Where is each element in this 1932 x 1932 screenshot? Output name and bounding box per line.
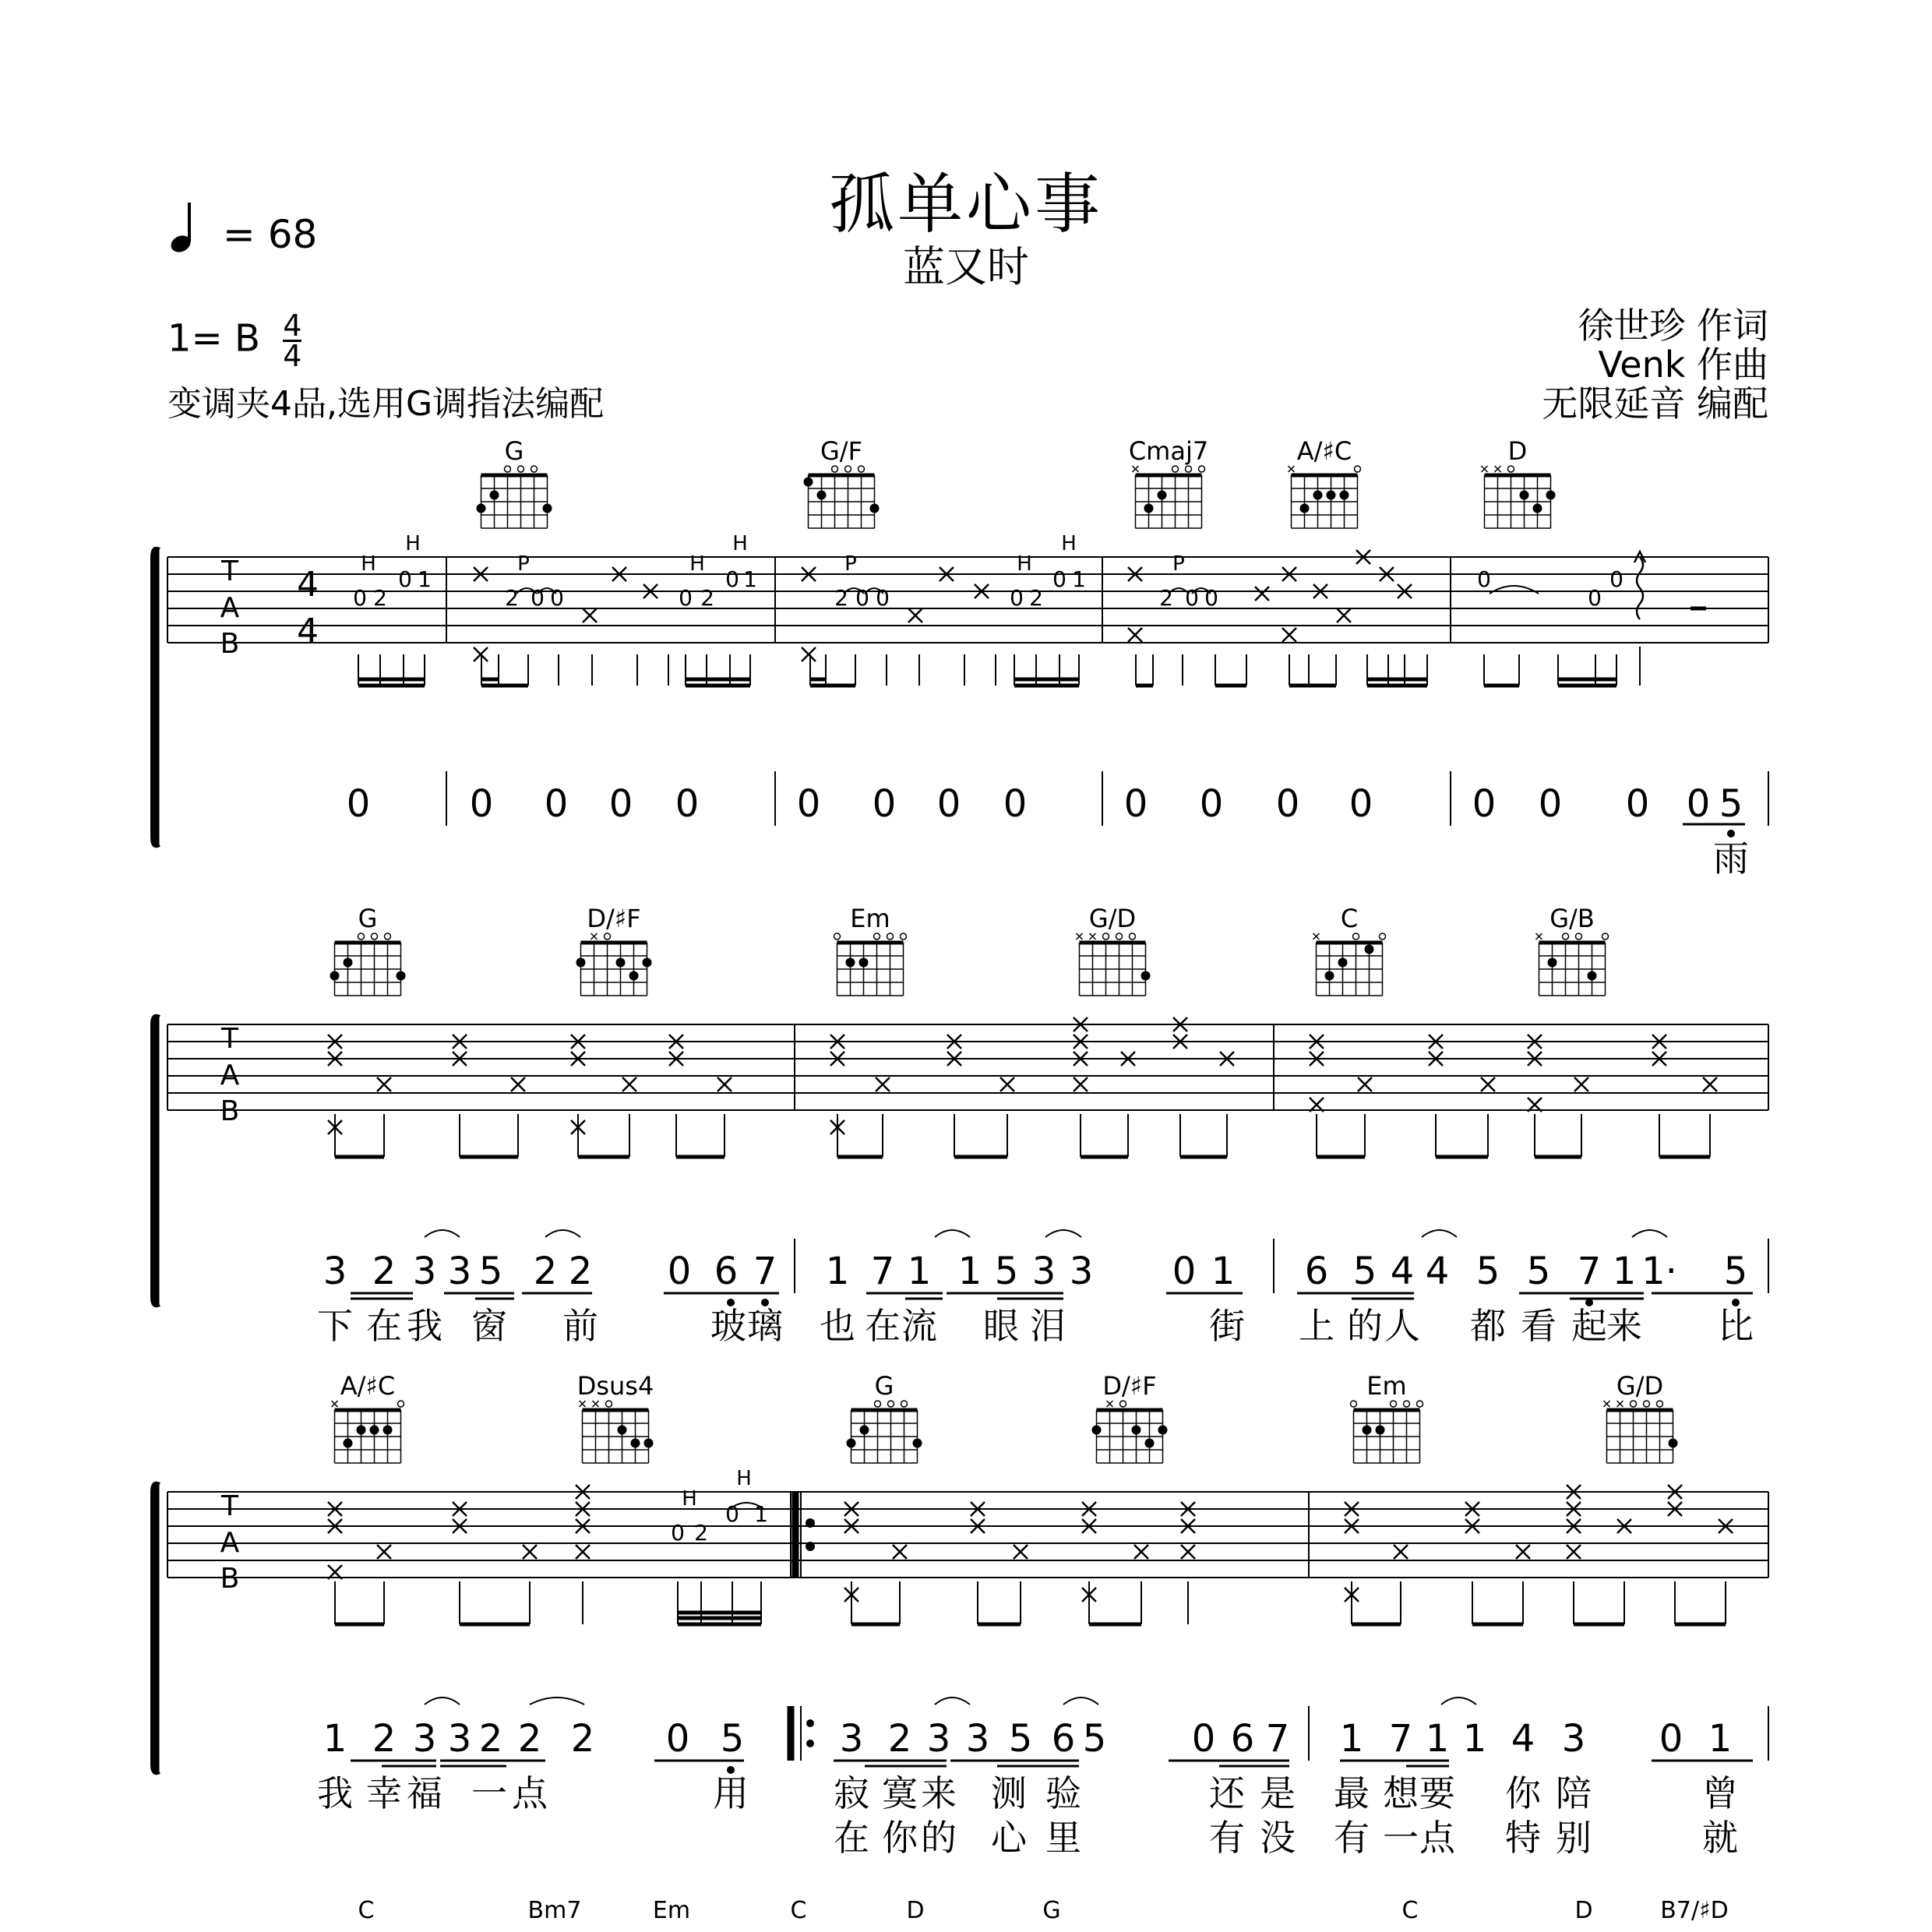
jianpu-note: 1: [323, 1717, 347, 1761]
jianpu-note: 0: [608, 782, 633, 826]
hammer-on-mark: H: [736, 1467, 752, 1490]
tab-number: 0: [1609, 566, 1624, 592]
chord-name: Bm7: [527, 1897, 582, 1924]
tab-number: 0: [1588, 585, 1602, 611]
lyric-char: 我: [407, 1305, 442, 1347]
tab-number: 2: [694, 1520, 708, 1546]
lyric-char: 我: [317, 1772, 353, 1814]
lyric-char: 点: [1419, 1817, 1455, 1859]
lyric-char: 比: [1718, 1305, 1754, 1347]
pull-off-mark: P: [517, 552, 530, 576]
dead-note-x: [1000, 1077, 1014, 1091]
chord-diagram: [1351, 1371, 1423, 1463]
tab-number: 1: [418, 566, 432, 592]
jianpu-note: 3: [1031, 1250, 1056, 1293]
tab-letter-b: B: [220, 628, 240, 660]
jianpu-note: 0: [1686, 782, 1711, 826]
tab-number: 0: [1204, 585, 1218, 611]
jianpu-note: 0: [1659, 1717, 1683, 1761]
jianpu-note: 0: [1003, 782, 1028, 826]
tab-number: 0: [876, 585, 890, 611]
chord-name: G: [358, 904, 378, 933]
chord-name: Em: [850, 904, 890, 933]
system-3: [152, 1467, 1768, 1859]
tab-letter-t: T: [221, 555, 238, 587]
jianpu-note: 0: [1123, 782, 1148, 826]
jianpu-note: 5: [478, 1250, 503, 1293]
jianpu-note: 1: [957, 1250, 982, 1293]
chord-diagram: [1482, 436, 1556, 528]
lyric-char: 璃: [747, 1305, 783, 1347]
system-1: [152, 532, 1768, 880]
song-artist: 蓝又时: [903, 242, 1029, 291]
jianpu-note: 3: [926, 1717, 951, 1761]
tab-number: 0: [1185, 585, 1199, 611]
lyric-char: 最: [1334, 1772, 1370, 1814]
jianpu-note: 0: [1538, 782, 1563, 826]
tab-number: 2: [505, 585, 519, 611]
dead-note-x: [1703, 1077, 1717, 1091]
tab-letter-t: T: [221, 1023, 238, 1055]
lyric-char: 下: [317, 1305, 353, 1347]
lyric-char: 一: [471, 1772, 507, 1814]
jianpu-note: 1: [1462, 1717, 1487, 1761]
chord-name: Dsus4: [576, 1371, 654, 1401]
chord-diagram: [577, 1371, 654, 1463]
dead-note-x: [511, 1077, 525, 1091]
chord-diagram: [1129, 436, 1208, 528]
tab-number: 0: [725, 566, 739, 592]
tab-number: 0: [1010, 585, 1024, 611]
lyric-char: 寞: [882, 1772, 918, 1814]
jianpu-note: 2: [478, 1717, 503, 1761]
jianpu-note: 7: [1388, 1717, 1413, 1761]
jianpu-note: 3: [1561, 1717, 1586, 1761]
chord-name: G/D: [1616, 1371, 1664, 1401]
tab-number: 2: [1159, 585, 1173, 611]
dead-note-x: [1282, 628, 1296, 642]
lyric-char: 前: [562, 1305, 598, 1347]
chord-diagram: [804, 436, 880, 528]
tab-letter-a: A: [220, 1059, 240, 1091]
hammer-on-mark: H: [361, 552, 376, 576]
jianpu-note: 4: [1390, 1250, 1415, 1293]
lyric-char: 玻: [710, 1305, 746, 1347]
chord-name: G/F: [820, 436, 862, 466]
lyric-char: 你: [882, 1817, 918, 1859]
jianpu-note: 3: [965, 1717, 990, 1761]
dead-note-x: [1255, 587, 1269, 601]
dead-note-x: [1481, 1077, 1495, 1091]
chord-name: Em: [652, 1897, 691, 1924]
hammer-on-mark: H: [689, 552, 705, 576]
tab-number: 2: [834, 585, 848, 611]
tab-number: 1: [754, 1501, 768, 1527]
jianpu-note: 2: [517, 1717, 542, 1761]
tab-letter-a: A: [220, 592, 240, 624]
dead-note-x: [523, 1545, 537, 1559]
jianpu-note: 3: [412, 1717, 437, 1761]
jianpu-note: 1: [1708, 1717, 1733, 1761]
jianpu-note: 1: [1425, 1717, 1450, 1761]
dead-note-x: [1516, 1545, 1530, 1559]
lyric-char: 用: [713, 1772, 749, 1814]
chord-name: B7/♯D: [1660, 1897, 1729, 1924]
lyric-char: 福: [407, 1772, 442, 1814]
jianpu-note: 1: [1612, 1250, 1637, 1293]
dead-note-x: [377, 1545, 391, 1559]
jianpu-note: 2: [570, 1717, 595, 1761]
jianpu-note: 0: [1191, 1717, 1216, 1761]
chord-diagram: [834, 904, 907, 996]
jianpu-note: 2: [568, 1250, 593, 1293]
arranger-credit: 无限延音 编配: [1542, 383, 1768, 425]
tab-number: 0: [1477, 566, 1491, 592]
lyric-char: 在: [366, 1305, 402, 1347]
jianpu-note: 3: [412, 1250, 437, 1293]
chord-name: C: [1401, 1897, 1419, 1924]
jianpu-note: 2: [533, 1250, 558, 1293]
lyric-char: 人: [1384, 1305, 1420, 1347]
tab-time-num: 4: [297, 565, 319, 605]
dead-note-x: [893, 1545, 907, 1559]
chord-diagram: [477, 436, 552, 528]
lyric-char: 来: [921, 1772, 957, 1814]
lyric-char: 的: [1347, 1305, 1383, 1347]
lyric-char: 在: [834, 1817, 869, 1859]
lyric-char: 一: [1383, 1817, 1419, 1859]
dead-note-x: [1574, 1077, 1588, 1091]
jianpu-note: 0: [675, 782, 700, 826]
jianpu-note: 7: [753, 1250, 777, 1293]
jianpu-note: 5: [1719, 782, 1743, 826]
dead-note-x: [1181, 1545, 1195, 1559]
dead-note-x: [908, 608, 922, 622]
jianpu-note: 0: [346, 782, 371, 826]
lyric-char: 的: [921, 1817, 957, 1859]
dead-note-x: [1337, 608, 1351, 622]
dead-note-x: [1074, 1077, 1088, 1091]
dead-note-x: [583, 608, 597, 622]
lyric-char: 验: [1045, 1772, 1081, 1814]
tempo-value: = 68: [222, 212, 318, 257]
jianpu-note: 7: [1265, 1717, 1290, 1761]
lyric-char: 别: [1556, 1817, 1592, 1859]
tab-number: 0: [671, 1520, 685, 1546]
jianpu-note: 3: [447, 1250, 472, 1293]
lyric-char: 里: [1045, 1817, 1081, 1859]
lyric-char: 流: [901, 1305, 937, 1347]
jianpu-note: 2: [372, 1250, 397, 1293]
tab-number: 0: [855, 585, 869, 611]
jianpu-note: 3: [839, 1717, 864, 1761]
lyric-char: 泪: [1030, 1305, 1066, 1347]
jianpu-note: 5: [1723, 1250, 1748, 1293]
jianpu-note: 5: [1082, 1717, 1107, 1761]
tab-letter-t: T: [221, 1490, 238, 1522]
chord-name: D/♯F: [1102, 1371, 1157, 1401]
dead-note-x: [1567, 1545, 1581, 1559]
jianpu-note: 6: [1230, 1717, 1255, 1761]
lyric-char: 曾: [1702, 1772, 1738, 1814]
tab-number: 0: [725, 1501, 739, 1527]
jianpu-note: 0: [1349, 782, 1373, 826]
lyric-char: 都: [1470, 1305, 1506, 1347]
hammer-on-mark: H: [405, 532, 421, 555]
chord-diagram: [1536, 904, 1609, 996]
jianpu-note: 4: [1425, 1250, 1450, 1293]
tab-letter-b: B: [220, 1563, 240, 1595]
key-label: 1= B: [167, 316, 260, 361]
lyric-char: 就: [1702, 1817, 1738, 1859]
system-2: [152, 1016, 1768, 1347]
lyric-char: 窗: [471, 1305, 507, 1347]
lyric-char: 有: [1334, 1817, 1370, 1859]
lyric-char: 测: [991, 1772, 1027, 1814]
jianpu-note: 0: [1172, 1250, 1197, 1293]
hammer-on-mark: H: [1017, 552, 1032, 576]
jianpu-note: 3: [447, 1717, 472, 1761]
dead-note-x: [802, 647, 816, 661]
chord-name: G/B: [1549, 904, 1595, 933]
jianpu-note: 5: [994, 1250, 1019, 1293]
hammer-on-mark: H: [732, 532, 748, 555]
chord-name: G: [1042, 1897, 1061, 1924]
lyric-char: 你: [1505, 1772, 1541, 1814]
lyric-char: 还: [1209, 1772, 1245, 1814]
chord-name: G/D: [1088, 904, 1137, 933]
tab-number: 2: [1029, 585, 1043, 611]
dead-note-x: [576, 1545, 590, 1559]
jianpu-note: 5: [1475, 1250, 1500, 1293]
chord-diagram: [332, 1371, 404, 1463]
jianpu-note: 0: [667, 1250, 692, 1293]
lyric-char: 也: [820, 1305, 855, 1347]
chord-name: D: [1507, 436, 1528, 466]
tab-number: 0: [353, 585, 367, 611]
time-denominator: 4: [283, 339, 302, 373]
lyric-char: 有: [1209, 1817, 1245, 1859]
dead-note-x: [377, 1077, 391, 1091]
composer-credit: Venk 作曲: [1598, 344, 1768, 386]
chord-name: D: [906, 1897, 925, 1924]
jianpu-note: 1: [825, 1250, 850, 1293]
dead-note-x: [717, 1077, 732, 1091]
jianpu-note: 5: [1526, 1250, 1551, 1293]
dead-note-x: [622, 1077, 636, 1091]
tab-number: 0: [398, 566, 412, 592]
tab-time-den: 4: [297, 612, 319, 651]
chord-name: C: [790, 1897, 807, 1924]
jianpu-note: 7: [1577, 1250, 1602, 1293]
system-4: [358, 1897, 1729, 1924]
jianpu-note: 0: [544, 782, 569, 826]
lyric-char: 起: [1571, 1305, 1607, 1347]
jianpu-note: 4: [1511, 1717, 1535, 1761]
lyric-char: 雨: [1713, 837, 1749, 880]
lyric-char: 没: [1260, 1817, 1296, 1859]
jianpu-note: 5: [1008, 1717, 1033, 1761]
chord-diagram: [1604, 1371, 1678, 1463]
jianpu-note: 2: [887, 1717, 912, 1761]
tab-number: 0: [550, 585, 564, 611]
chord-diagram: [576, 904, 652, 996]
chord-name: G: [874, 1371, 894, 1401]
lyric-char: 寂: [834, 1772, 869, 1814]
pull-off-mark: P: [1172, 552, 1185, 576]
jianpu-note: 0: [936, 782, 961, 826]
chord-name: C: [1340, 904, 1359, 933]
tab-letter-a: A: [220, 1527, 240, 1559]
jianpu-note: 1: [1211, 1250, 1236, 1293]
tab-number: 1: [1072, 566, 1086, 592]
lyric-char: 在: [865, 1305, 901, 1347]
chord-diagram: [1313, 904, 1386, 996]
chord-name: D/♯F: [587, 904, 641, 933]
lyric-char: 心: [991, 1817, 1027, 1859]
tab-number: 1: [743, 566, 757, 592]
dead-note-x: [1128, 628, 1142, 642]
tab-number: 0: [679, 585, 693, 611]
jianpu-note: 6: [1304, 1250, 1329, 1293]
dead-note-x: [1014, 1545, 1028, 1559]
tab-letter-b: B: [220, 1095, 240, 1127]
jianpu-note: 3: [323, 1250, 347, 1293]
hammer-on-mark: H: [1061, 532, 1077, 555]
chord-name: C: [358, 1897, 375, 1924]
dead-note-x: [1358, 1077, 1372, 1091]
jianpu-note: 6: [714, 1250, 739, 1293]
chord-name: Cmaj7: [1128, 436, 1209, 466]
chord-diagram: [1289, 436, 1361, 528]
jianpu-note: 5: [1352, 1250, 1377, 1293]
jianpu-note: 0: [469, 782, 494, 826]
chord-diagram: [330, 904, 406, 996]
jianpu-note: 0: [1275, 782, 1300, 826]
jianpu-note: 7: [870, 1250, 895, 1293]
jianpu-note: 6: [1051, 1717, 1076, 1761]
chord-name: D: [1574, 1897, 1593, 1924]
jianpu-note: 1·: [1641, 1250, 1677, 1293]
lyricist-credit: 徐世珍 作词: [1578, 305, 1768, 347]
jianpu-note: 0: [872, 782, 897, 826]
lyric-char: 要: [1419, 1772, 1455, 1814]
hammer-on-mark: H: [682, 1487, 697, 1511]
tab-number: 0: [531, 585, 545, 611]
jianpu-note: 0: [665, 1717, 690, 1761]
jianpu-note: 2: [372, 1717, 397, 1761]
lyric-char: 街: [1209, 1305, 1245, 1347]
lyric-char: 想: [1383, 1772, 1419, 1814]
jianpu-note: 0: [796, 782, 821, 826]
jianpu-note: 3: [1069, 1250, 1094, 1293]
lyric-char: 是: [1260, 1772, 1296, 1814]
lyric-char: 特: [1505, 1817, 1541, 1859]
chord-diagram: [1077, 904, 1151, 996]
lyric-char: 上: [1299, 1305, 1334, 1347]
lyric-char: 幸: [366, 1772, 402, 1814]
tab-number: 2: [700, 585, 714, 611]
jianpu-note: 0: [1625, 782, 1650, 826]
lyric-char: 眼: [983, 1305, 1019, 1347]
dead-note-x: [1134, 1545, 1148, 1559]
dead-note-x: [876, 1077, 890, 1091]
chord-name: A/♯C: [1296, 436, 1352, 466]
time-numerator: 4: [283, 308, 302, 343]
tab-number: 0: [1052, 566, 1066, 592]
pull-off-mark: P: [844, 552, 857, 576]
song-title: 孤单心事: [828, 166, 1103, 242]
lyric-char: 看: [1521, 1305, 1557, 1347]
chord-diagram: [1092, 1371, 1168, 1463]
dead-note-x: [1394, 1545, 1408, 1559]
chord-name: G: [504, 436, 524, 466]
lyric-char: 陪: [1556, 1772, 1592, 1814]
chord-diagram: [847, 1371, 922, 1463]
jianpu-note: 0: [1199, 782, 1224, 826]
tab-number: 2: [373, 585, 387, 611]
jianpu-note: 0: [1472, 782, 1497, 826]
capo-note: 变调夹4品,选用G调指法编配: [167, 384, 605, 424]
jianpu-note: 1: [1339, 1717, 1364, 1761]
lyric-char: 点: [512, 1772, 548, 1814]
jianpu-note: 1: [907, 1250, 932, 1293]
chord-name: Em: [1366, 1371, 1407, 1401]
lyric-char: 来: [1606, 1305, 1642, 1347]
jianpu-note: 5: [720, 1717, 745, 1761]
chord-name: A/♯C: [340, 1371, 396, 1401]
